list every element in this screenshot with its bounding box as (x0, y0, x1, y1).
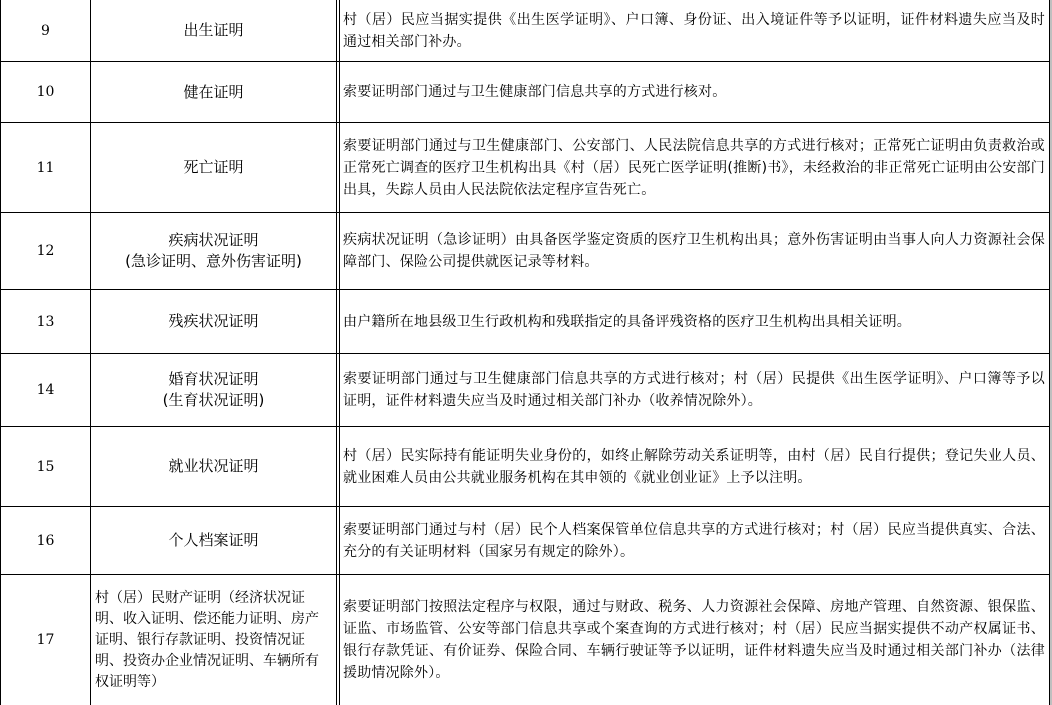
certificate-name: 残疾状况证明 (91, 290, 337, 353)
row-number: 11 (0, 123, 91, 212)
table-row (0, 123, 1050, 213)
verification-method: 由户籍所在地县级卫生行政机构和残联指定的具备评残资格的医疗卫生机构出具相关证明。 (337, 290, 1050, 353)
table-row (0, 575, 1050, 705)
certificate-name: 死亡证明 (91, 123, 337, 212)
certificate-name (91, 213, 337, 289)
verification-method: 索要证明部门通过与卫生健康部门、公安部门、人民法院信息共享的方式进行核对；正常死亡证明由负责救治或正常死亡调查的医疗卫生机构出具《村（居）民死亡医学证明(推断)书》，未经救治的非正常死亡证明由公安部门出具，失踪人员由人民法院依法定程序宣告死亡。 (337, 123, 1050, 212)
verification-method: 索要证明部门通过与卫生健康部门信息共享的方式进行核对；村（居）民提供《出生医学证明》、户口簿等予以证明，证件材料遗失应当及时通过相关部门补办（收养情况除外）。 (337, 354, 1050, 426)
verification-method: 疾病状况证明（急诊证明）由具备医学鉴定资质的医疗卫生机构出具；意外伤害证明由当事人向人力资源社会保障部门、保险公司提供就医记录等材料。 (337, 213, 1050, 289)
column-divider (339, 0, 340, 705)
certificate-name-line2: (急诊证明、意外伤害证明) (125, 252, 302, 270)
verification-method: 村（居）民应当据实提供《出生医学证明》、户口簿、身份证、出入境证件等予以证明，证件材料遗失应当及时通过相关部门补办。 (337, 0, 1050, 61)
certificate-name: 村（居）民财产证明（经济状况证明、收入证明、偿还能力证明、房产证明、银行存款证明、投资情况证明、投资办企业情况证明、车辆所有权证明等） (91, 575, 337, 705)
row-number: 13 (0, 290, 91, 353)
row-number: 10 (0, 62, 91, 122)
verification-method: 索要证明部门通过与卫生健康部门信息共享的方式进行核对。 (337, 62, 1050, 122)
table-row (0, 354, 1050, 427)
table-row (0, 290, 1050, 354)
row-number: 14 (0, 354, 91, 426)
row-number: 17 (0, 575, 91, 705)
verification-method: 索要证明部门按照法定程序与权限，通过与财政、税务、人力资源社会保障、房地产管理、自然资源、银保监、证监、市场监管、公安等部门信息共享或个案查询的方式进行核对；村（居）民应当据实提供不动产权属证书、银行存款凭证、有价证券、保险合同、车辆行驶证等予以证明，证件材料遗失应当及时通过相关部门补办（法律援助情况除外）。 (337, 575, 1050, 705)
table-row (0, 62, 1050, 123)
table-row (0, 427, 1050, 507)
row-number: 9 (0, 0, 91, 61)
verification-method: 索要证明部门通过与村（居）民个人档案保管单位信息共享的方式进行核对；村（居）民应当提供真实、合法、充分的有关证明材料（国家另有规定的除外）。 (337, 507, 1050, 574)
table-row (0, 213, 1050, 290)
certificate-name (91, 354, 337, 426)
certificate-name: 出生证明 (91, 0, 337, 61)
certificate-name-line2: (生育状况证明) (162, 391, 265, 409)
row-number: 16 (0, 507, 91, 574)
row-number: 12 (0, 213, 91, 289)
certificate-name-line1: 疾病状况证明 (168, 231, 259, 249)
certificate-name-line1: 婚育状况证明 (168, 370, 259, 388)
verification-method: 村（居）民实际持有能证明失业身份的，如终止解除劳动关系证明等，由村（居）民自行提供；登记失业人员、就业困难人员由公共就业服务机构在其申领的《就业创业证》上予以注明。 (337, 427, 1050, 506)
table-row (0, 0, 1050, 62)
certificate-name: 健在证明 (91, 62, 337, 122)
certificate-name: 就业状况证明 (91, 427, 337, 506)
row-number: 15 (0, 427, 91, 506)
certificate-name: 个人档案证明 (91, 507, 337, 574)
table-row (0, 507, 1050, 575)
